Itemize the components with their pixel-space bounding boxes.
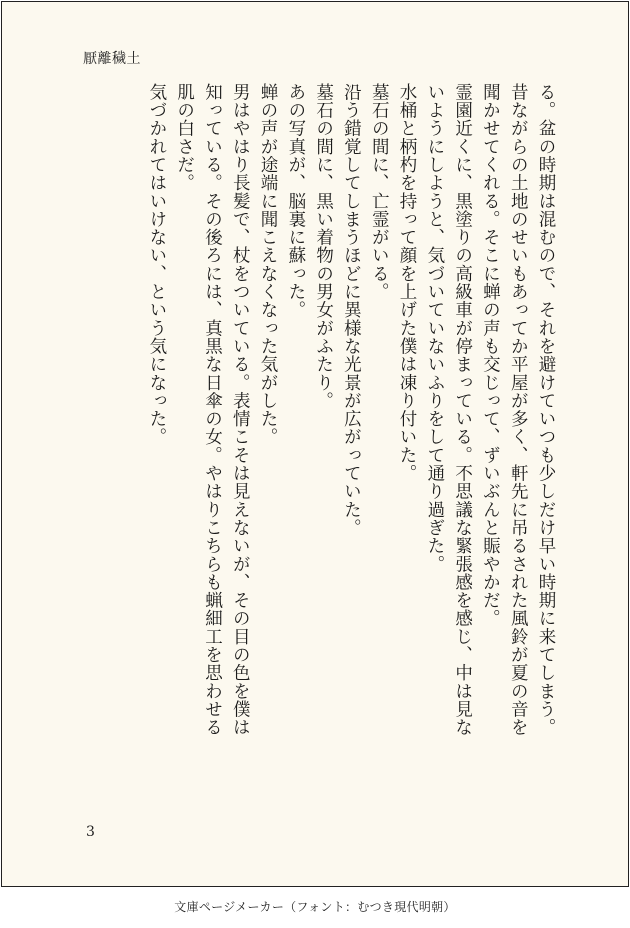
text-line: 沿う錯覚してしまうほどに異様な光景が広がっていた。 — [341, 83, 362, 537]
text-line: 水桶と柄杓を持って顔を上げた僕は凍り付いた。 — [397, 83, 418, 483]
page-number: 3 — [86, 824, 95, 840]
text-line: 気づかれてはいけない、という気になった。 — [146, 83, 167, 446]
text-line: 知っている。その後ろには、真黒な日傘の女。やはりこちらも蝋細工を思わせる — [202, 83, 223, 737]
book-page — [1, 1, 629, 887]
text-line: る。盆の時期は混むので、それを避けていつも少しだけ早い時期に来てしまう。 — [536, 83, 556, 737]
text-line: 肌の白さだ。 — [174, 83, 195, 192]
text-line: 蝉の声が途端に聞こえなくなった気がした。 — [258, 83, 279, 446]
text-line: 昔ながらの土地のせいもあってか平屋が多く、軒先に吊るされた風鈴が夏の音を — [508, 83, 529, 737]
running-title: 厭離穢土 — [83, 51, 141, 67]
text-line: いようにしようと、気づいていないふりをして通り過ぎた。 — [424, 83, 445, 574]
text-line: 墓石の間に、黒い着物の男女がふたり。 — [313, 83, 334, 410]
text-line: あの写真が、脳裏に蘇った。 — [285, 83, 306, 319]
vertical-body-text — [142, 83, 559, 773]
text-line: 霊園近くに、黒塗りの高級車が停まっている。不思議な緊張感を感じ、中は見な — [452, 83, 473, 737]
footer-caption: 文庫ページメーカー（フォント：むつき現代明朝） — [174, 900, 456, 914]
text-line: 墓石の間に、亡霊がいる。 — [369, 83, 390, 301]
text-line: 男はやはり長髪で、杖をついている。表情こそは見えないが、その目の色を僕は — [230, 83, 251, 737]
text-line: 聞かせてくれる。そこに蝉の声も交じって、ずいぶんと賑やかだ。 — [480, 83, 501, 628]
